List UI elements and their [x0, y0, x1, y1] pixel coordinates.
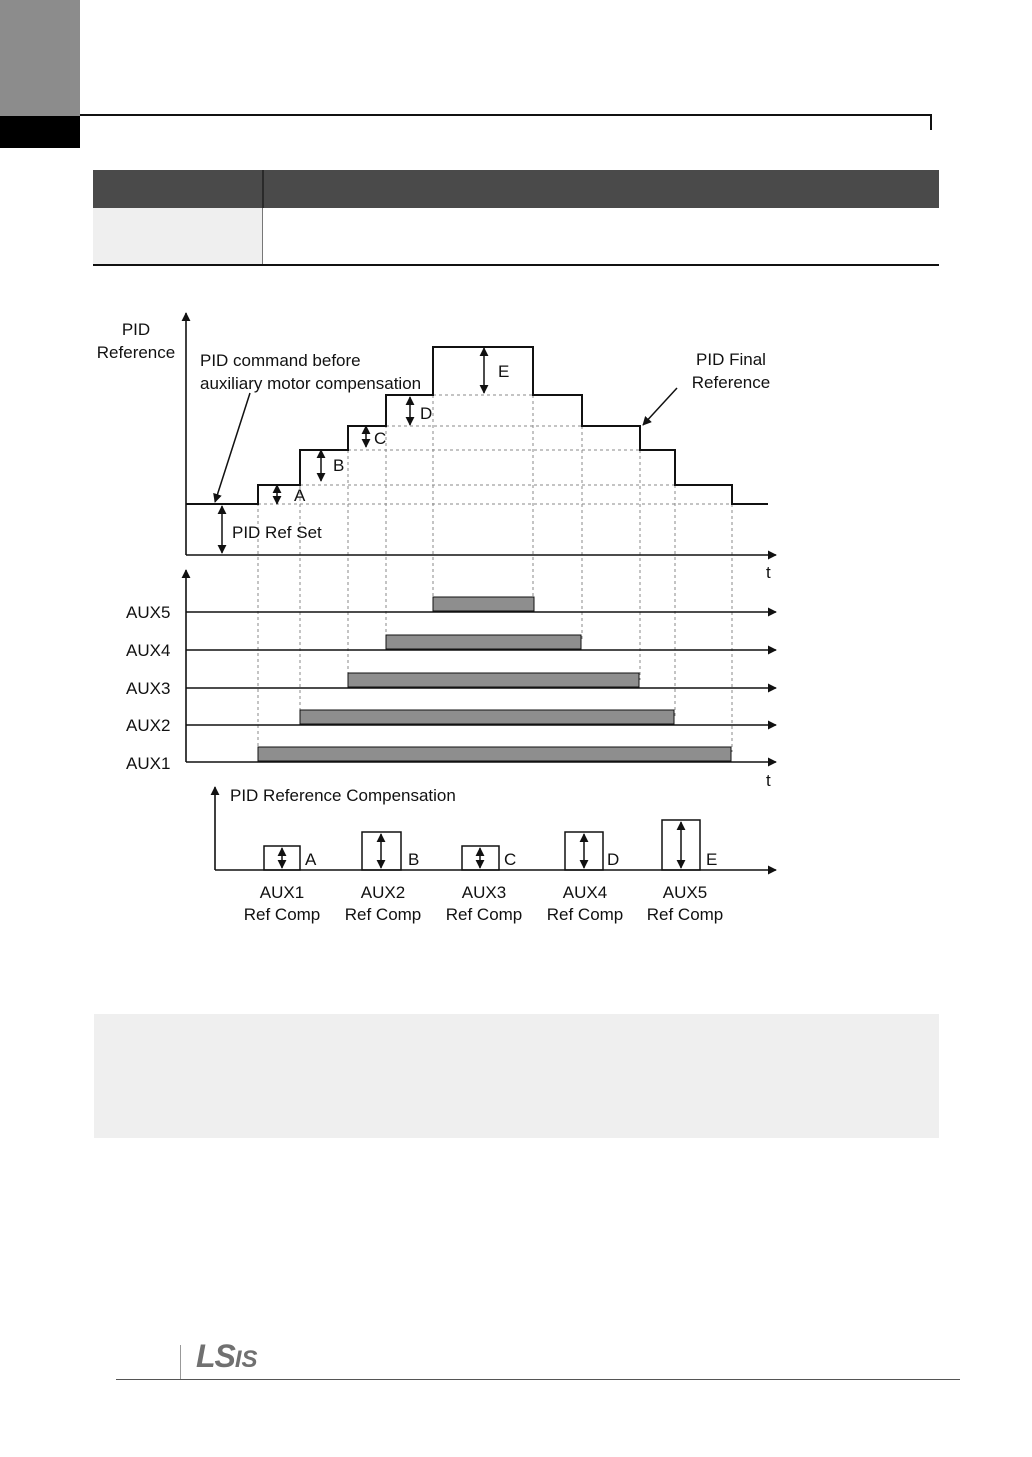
comp-label-aux4-bottom: Ref Comp — [546, 905, 624, 924]
aux4-label: AUX4 — [126, 641, 171, 660]
comp-marker-a: A — [305, 850, 317, 869]
aux1-label: AUX1 — [126, 754, 171, 773]
comp-label-aux1-top: AUX1 — [259, 883, 305, 902]
pid-ref-set-label: PID Ref Set — [232, 523, 322, 542]
aux1-on-bar — [258, 747, 731, 761]
comp-label-aux2-top: AUX2 — [360, 883, 406, 902]
callout-before-label-line1: PID command before — [200, 351, 361, 370]
comp-label-aux5-top: AUX5 — [662, 883, 708, 902]
comp-marker-c: C — [504, 850, 517, 869]
aux5-label: AUX5 — [126, 603, 171, 622]
footer-rule — [116, 1379, 960, 1380]
comp-marker-d: D — [607, 850, 620, 869]
comp-label-aux3-bottom: Ref Comp — [445, 905, 523, 924]
note-box — [94, 1014, 939, 1138]
time-label-top: t — [766, 563, 771, 582]
callout-final-label-line1: PID Final — [696, 350, 766, 369]
logo-text-is: IS — [234, 1346, 258, 1373]
callout-final-label-line2: Reference — [691, 373, 771, 392]
callout-before-arrow — [215, 393, 250, 502]
footer-divider — [180, 1345, 181, 1379]
dashed-time-guides — [258, 347, 732, 752]
aux3-on-bar — [348, 673, 639, 687]
y-axis-label-line1: PID — [121, 320, 151, 339]
callout-final-arrow — [643, 388, 677, 425]
aux4-on-bar — [386, 635, 581, 649]
time-label-bottom: t — [766, 771, 771, 790]
y-axis-label-line2: Reference — [96, 343, 176, 362]
aux2-on-bar — [300, 710, 674, 724]
aux2-label: AUX2 — [126, 716, 171, 735]
step-label-b: B — [333, 456, 345, 475]
comp-marker-b: B — [408, 850, 420, 869]
callout-before-label-line2: auxiliary motor compensation — [200, 374, 422, 393]
comp-marker-e: E — [706, 850, 718, 869]
comp-label-aux3-top: AUX3 — [461, 883, 507, 902]
ls-is-logo — [196, 1338, 258, 1378]
comp-label-aux2-bottom: Ref Comp — [344, 905, 422, 924]
aux5-on-bar — [433, 597, 534, 611]
comp-label-aux1-bottom: Ref Comp — [243, 905, 321, 924]
compensation-arrows — [282, 822, 681, 868]
logo-text-ls: LS — [196, 1338, 235, 1374]
step-label-d: D — [420, 404, 433, 423]
aux3-label: AUX3 — [126, 679, 171, 698]
step-label-c: C — [374, 429, 387, 448]
step-label-e: E — [498, 362, 510, 381]
compensation-bars — [264, 820, 700, 870]
compensation-title: PID Reference Compensation — [230, 786, 456, 805]
comp-label-aux4-top: AUX4 — [562, 883, 608, 902]
step-label-a: A — [294, 486, 306, 505]
comp-label-aux5-bottom: Ref Comp — [646, 905, 724, 924]
